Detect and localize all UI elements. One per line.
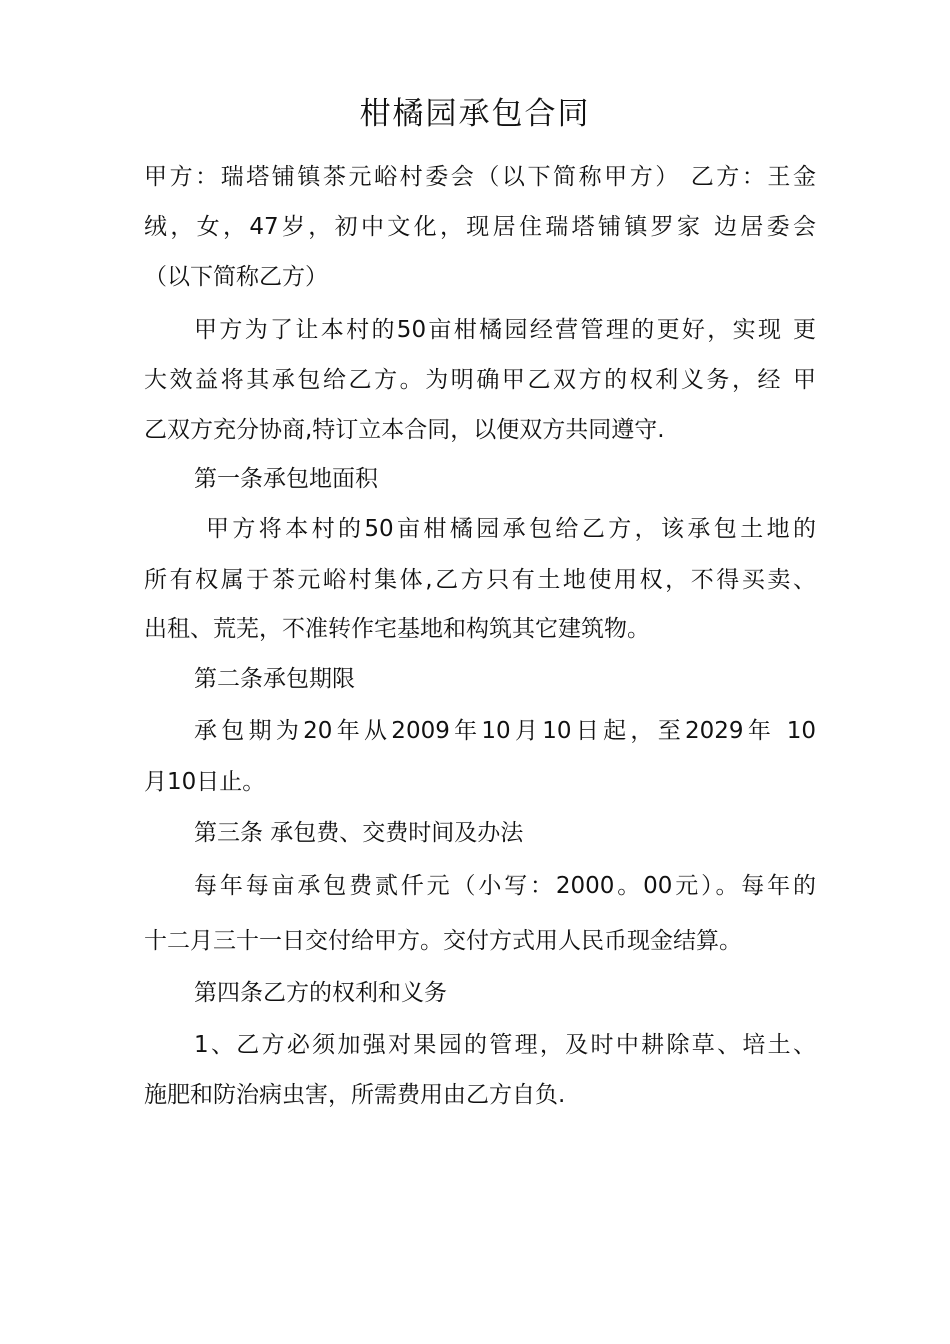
article-1-line-1: 甲方将本村的50亩柑橘园承包给乙方，该承包土地的 [206,516,816,542]
article-3-line-1: 每年每亩承包费贰仟元（小写：2000。00元）。每年的 [194,873,816,899]
preamble-line-1: 甲方为了让本村的50亩柑橘园经营管理的更好，实现 更 [194,317,816,343]
party-b-detail-line: 绒，女，47岁，初中文化，现居住瑞塔铺镇罗家 边居委会 [144,214,816,240]
article-1-line-3: 出租、荒芜，不准转作宅基地和构筑其它建筑物。 [144,616,650,642]
article-3-heading: 第三条 承包费、交费时间及办法 [194,820,524,846]
article-2-line-1: 承包期为20年从2009年10月10日起，至2029年 10 [194,718,816,744]
article-2-heading: 第二条承包期限 [194,666,355,692]
party-b-abbrev-line: （以下简称乙方） [144,264,328,290]
article-1-heading: 第一条承包地面积 [194,466,378,492]
preamble-line-2: 大效益将其承包给乙方。为明确甲乙双方的权利义务，经 甲 [144,367,816,393]
preamble-line-3: 乙双方充分协商,特订立本合同，以便双方共同遵守. [144,417,665,443]
article-3-line-2: 十二月三十一日交付给甲方。交付方式用人民币现金结算。 [144,928,742,954]
article-1-line-2: 所有权属于茶元峪村集体,乙方只有土地使用权，不得买卖、 [144,567,816,593]
article-4-item-1-line-2: 施肥和防治病虫害，所需费用由乙方自负. [144,1082,566,1108]
article-2-line-2: 月10日止。 [144,769,266,795]
document-title: 柑橘园承包合同 [359,96,591,132]
article-4-item-1-line-1: 1、乙方必须加强对果园的管理，及时中耕除草、培土、 [194,1032,816,1058]
article-4-heading: 第四条乙方的权利和义务 [194,980,447,1006]
party-a-line: 甲方：瑞塔铺镇茶元峪村委会（以下简称甲方） 乙方：王金 [144,164,816,190]
